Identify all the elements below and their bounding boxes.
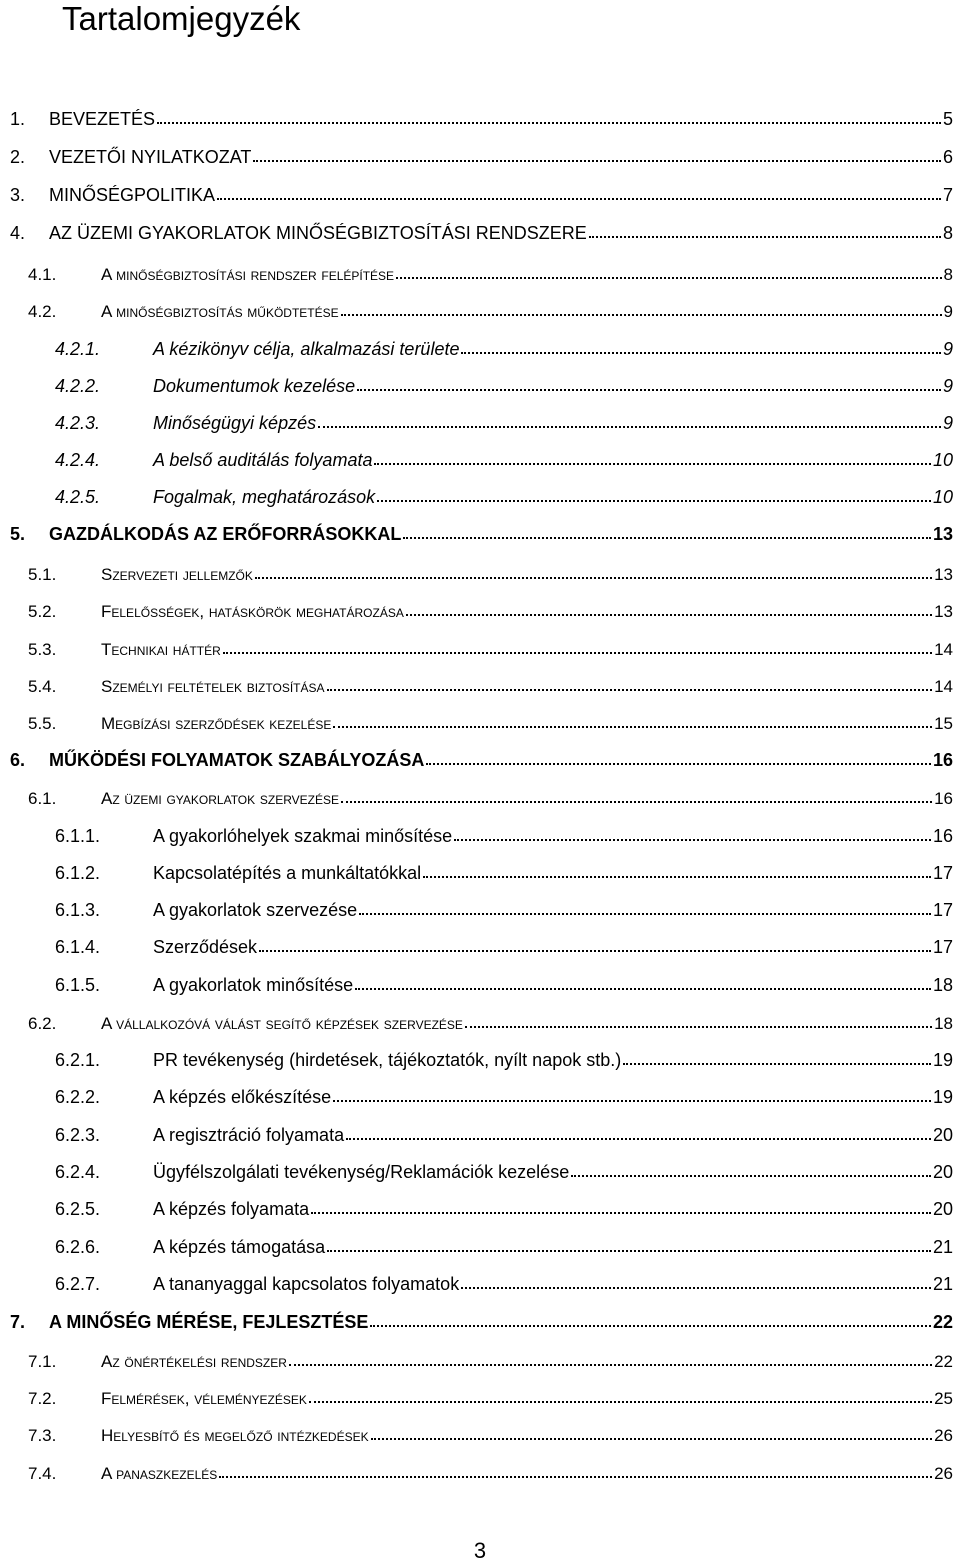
toc-entry-label: PR tevékenység (hirdetések, tájékoztatók, nyílt napok stb.) — [153, 1050, 622, 1070]
toc-entry-number: 7.4. — [28, 1464, 57, 1483]
toc-entry-page: 9 — [942, 413, 953, 433]
toc-entry-label: A vállalkozóvá válást segítő képzések szervezése — [101, 1014, 463, 1033]
toc-entry-page: 7 — [942, 185, 953, 205]
toc-entry-page: 19 — [932, 1050, 953, 1070]
toc-entry-label: Dokumentumok kezelése — [153, 376, 356, 396]
toc-entry-page: 13 — [934, 602, 953, 621]
toc-entry-page: 16 — [932, 826, 953, 846]
toc-entry[interactable] — [0, 741, 960, 771]
dot-leader — [223, 652, 932, 654]
toc-entry-page: 17 — [932, 937, 953, 957]
toc-entry-number: 6.1. — [28, 789, 57, 808]
toc-entry-number: 6.2.4. — [55, 1162, 101, 1182]
toc-entry-label: A minőségbiztosítás működtetése — [101, 302, 339, 321]
toc-entry-page: 26 — [934, 1426, 953, 1445]
toc-entry-page: 6 — [942, 147, 953, 167]
dot-leader — [341, 314, 942, 316]
toc-entry-number: 4.2.2. — [55, 376, 101, 396]
toc-entry-page: 21 — [932, 1274, 953, 1294]
dot-leader — [255, 577, 932, 579]
dot-leader — [623, 1063, 931, 1065]
toc-entry-number: 6.1.5. — [55, 975, 101, 995]
toc-entry-number: 3. — [10, 185, 26, 205]
dot-leader — [589, 236, 941, 238]
toc-entry-label: A képzés előkészítése — [153, 1087, 332, 1107]
toc-entry[interactable] — [0, 138, 960, 168]
toc-entry-page: 20 — [932, 1125, 953, 1145]
toc-entry[interactable] — [0, 367, 960, 397]
dot-leader — [406, 614, 932, 616]
toc-entry-number: 5.5. — [28, 714, 57, 733]
toc-entry-label: GAZDÁLKODÁS AZ ERŐFORRÁSOKKAL — [49, 524, 402, 544]
toc-entry-number: 5.1. — [28, 565, 57, 584]
toc-entry[interactable] — [0, 292, 960, 322]
toc-entry-page: 26 — [934, 1464, 953, 1483]
toc-entry-page: 17 — [932, 863, 953, 883]
toc-entry[interactable] — [0, 1303, 960, 1333]
toc-entry-page: 20 — [932, 1199, 953, 1219]
toc-entry-page: 8 — [942, 223, 953, 243]
toc-entry-number: 6.2. — [28, 1014, 57, 1033]
toc-entry[interactable] — [0, 441, 960, 471]
toc-entry-page: 18 — [932, 975, 953, 995]
toc-entry-label: MŰKÖDÉSI FOLYAMATOK SZABÁLYOZÁSA — [49, 750, 425, 770]
dot-leader — [309, 1401, 932, 1403]
toc-entry-page: 10 — [932, 450, 953, 470]
toc-entry-label: A gyakorlatok minősítése — [153, 975, 354, 995]
toc-entry-label: Felmérések, véleményezések — [101, 1389, 307, 1408]
dot-leader — [327, 1250, 931, 1252]
toc-entry-label: Az üzemi gyakorlatok szervezése — [101, 789, 339, 808]
dot-leader — [311, 1212, 931, 1214]
toc-entry-label: A tananyaggal kapcsolatos folyamatok — [153, 1274, 460, 1294]
toc-entry-label: Fogalmak, meghatározások — [153, 487, 376, 507]
toc-entry[interactable] — [0, 330, 960, 360]
toc-entry[interactable] — [0, 1153, 960, 1183]
toc-entry[interactable] — [0, 404, 960, 434]
toc-entry[interactable] — [0, 966, 960, 996]
toc-entry-number: 6.1.4. — [55, 937, 101, 957]
dot-leader — [346, 1138, 931, 1140]
toc-entry-label: A regisztráció folyamata — [153, 1125, 345, 1145]
dot-leader — [377, 500, 931, 502]
dot-leader — [461, 352, 941, 354]
dot-leader — [333, 726, 932, 728]
toc-entry[interactable] — [0, 817, 960, 847]
toc-entry-label: Szervezeti jellemzők — [101, 565, 253, 584]
toc-entry-label: Technikai háttér — [101, 640, 221, 659]
toc-entry-label: VEZETŐI NYILATKOZAT — [49, 147, 252, 167]
toc-entry-label: Helyesbítő és megelőző intézkedések — [101, 1426, 369, 1445]
page-title: Tartalomjegyzék — [62, 0, 301, 37]
toc-entry[interactable] — [0, 1004, 960, 1034]
toc-entry-page: 13 — [932, 524, 953, 544]
toc-entry-number: 4.1. — [28, 265, 57, 284]
toc-entry-label: Szerződések — [153, 937, 258, 957]
toc-entry[interactable] — [0, 592, 960, 622]
toc-entry-number: 6.2.7. — [55, 1274, 101, 1294]
toc-entry-page: 9 — [943, 302, 953, 321]
toc-entry-number: 6.2.1. — [55, 1050, 101, 1070]
dot-leader — [253, 160, 941, 162]
toc-entry-label: A képzés folyamata — [153, 1199, 310, 1219]
toc-entry-label: Megbízási szerződések kezelése — [101, 714, 332, 733]
toc-entry[interactable] — [0, 704, 960, 734]
toc-entry[interactable] — [0, 176, 960, 206]
toc-entry-number: 4.2.5. — [55, 487, 101, 507]
dot-leader — [355, 988, 931, 990]
toc-entry-page: 5 — [942, 109, 953, 129]
toc-entry-page: 15 — [934, 714, 953, 733]
toc-entry[interactable] — [0, 1342, 960, 1372]
dot-leader — [465, 1026, 932, 1028]
dot-leader — [318, 426, 941, 428]
toc-entry-label: Felelősségek, hatáskörök meghatározása — [101, 602, 404, 621]
toc-entry-label: A gyakorlóhelyek szakmai minősítése — [153, 826, 453, 846]
toc-entry-page: 20 — [932, 1162, 953, 1182]
toc-entry[interactable] — [0, 555, 960, 585]
dot-leader — [259, 950, 931, 952]
toc-entry-number: 1. — [10, 109, 26, 129]
toc-entry-page: 17 — [932, 900, 953, 920]
toc-entry[interactable] — [0, 1228, 960, 1258]
toc-entry-page: 9 — [942, 339, 953, 359]
toc-entry-label: A gyakorlatok szervezése — [153, 900, 358, 920]
toc-entry-number: 4.2.4. — [55, 450, 101, 470]
toc-entry-number: 7.1. — [28, 1352, 57, 1371]
toc-entry[interactable] — [0, 1190, 960, 1220]
toc-entry[interactable] — [0, 667, 960, 697]
dot-leader — [403, 537, 931, 539]
toc-entry[interactable] — [0, 928, 960, 958]
toc-entry-label: Az önértékelési rendszer — [101, 1352, 287, 1371]
toc-entry[interactable] — [0, 1078, 960, 1108]
toc-entry-page: 25 — [934, 1389, 953, 1408]
toc-entry-number: 6.1.1. — [55, 826, 101, 846]
page-number: 3 — [473, 1538, 487, 1563]
toc-entry-number: 7.3. — [28, 1426, 57, 1445]
dot-leader — [423, 876, 931, 878]
toc-entry-page: 14 — [934, 677, 953, 696]
toc-entry[interactable] — [0, 100, 960, 130]
dot-leader — [341, 801, 932, 803]
toc-entry-page: 8 — [943, 265, 953, 284]
toc-entry[interactable] — [0, 515, 960, 545]
toc-entry-page: 16 — [932, 750, 953, 770]
toc-entry-number: 5.2. — [28, 602, 57, 621]
dot-leader — [454, 839, 931, 841]
toc-entry-number: 5.3. — [28, 640, 57, 659]
dot-leader — [217, 198, 941, 200]
toc-entry[interactable] — [0, 630, 960, 660]
toc-entry-label: A minőségbiztosítási rendszer felépítése — [101, 265, 395, 284]
toc-entry-number: 6.1.3. — [55, 900, 101, 920]
toc-entry-page: 22 — [934, 1352, 953, 1371]
toc-entry-label: A belső auditálás folyamata — [153, 450, 373, 470]
toc-entry[interactable] — [0, 478, 960, 508]
toc-entry-number: 4.2.1. — [55, 339, 101, 359]
dot-leader — [370, 1325, 931, 1327]
toc-entry[interactable] — [0, 1265, 960, 1295]
dot-leader — [359, 913, 931, 915]
toc-entry-number: 4. — [10, 223, 26, 243]
dot-leader — [374, 463, 931, 465]
toc-entry-number: 6.2.3. — [55, 1125, 101, 1145]
toc-entry-page: 14 — [934, 640, 953, 659]
toc-entry-number: 5.4. — [28, 677, 57, 696]
dot-leader — [571, 1175, 931, 1177]
toc-entry-number: 6.1.2. — [55, 863, 101, 883]
toc-entry-number: 6.2.6. — [55, 1237, 101, 1257]
toc-entry-label: Minőségügyi képzés — [153, 413, 317, 433]
toc-entry-label: A MINŐSÉG MÉRÉSE, FEJLESZTÉSE — [49, 1312, 369, 1332]
toc-entry[interactable] — [0, 1416, 960, 1446]
toc-entry[interactable] — [0, 854, 960, 884]
toc-entry-page: 21 — [932, 1237, 953, 1257]
toc-entry-page: 16 — [934, 789, 953, 808]
toc-entry-label: BEVEZETÉS — [49, 109, 156, 129]
dot-leader — [327, 689, 933, 691]
dot-leader — [426, 763, 931, 765]
dot-leader — [396, 277, 941, 279]
toc-entry-number: 4.2.3. — [55, 413, 101, 433]
toc-entry-label: MINŐSÉGPOLITIKA — [49, 185, 216, 205]
toc-entry[interactable] — [0, 1454, 960, 1484]
toc-entry[interactable] — [0, 1116, 960, 1146]
toc-entry-label: AZ ÜZEMI GYAKORLATOK MINŐSÉGBIZTOSÍTÁSI RENDSZERE — [49, 223, 587, 243]
dot-leader — [333, 1100, 931, 1102]
toc-entry-page: 19 — [932, 1087, 953, 1107]
toc-entry-label: Ügyfélszolgálati tevékenység/Reklamációk kezelése — [153, 1162, 570, 1182]
toc-entry-number: 5. — [10, 524, 26, 544]
toc-entry[interactable] — [0, 1041, 960, 1071]
dot-leader — [371, 1438, 932, 1440]
toc-entry[interactable] — [0, 1379, 960, 1409]
toc-entry-label: Személyi feltételek biztosítása — [101, 677, 325, 696]
dot-leader — [357, 389, 941, 391]
toc-entry-number: 7.2. — [28, 1389, 57, 1408]
toc-entry-number: 6. — [10, 750, 26, 770]
toc-entry-page: 13 — [934, 565, 953, 584]
toc-entry-number: 2. — [10, 147, 26, 167]
toc-entry-page: 18 — [934, 1014, 953, 1033]
toc-entry-number: 6.2.2. — [55, 1087, 101, 1107]
dot-leader — [157, 122, 941, 124]
toc-entry-number: 6.2.5. — [55, 1199, 101, 1219]
toc-entry-label: A képzés támogatása — [153, 1237, 326, 1257]
toc-entry[interactable] — [0, 255, 960, 285]
toc-entry-page: 10 — [932, 487, 953, 507]
toc-entry[interactable] — [0, 891, 960, 921]
toc-entry[interactable] — [0, 214, 960, 244]
toc-entry-label: A panaszkezelés — [101, 1464, 218, 1483]
toc-entry-label: A kézikönyv célja, alkalmazási területe — [153, 339, 460, 359]
toc-entry-number: 7. — [10, 1312, 26, 1332]
dot-leader — [219, 1476, 932, 1478]
toc-entry[interactable] — [0, 779, 960, 809]
toc-entry-page: 9 — [942, 376, 953, 396]
dot-leader — [289, 1364, 932, 1366]
dot-leader — [461, 1287, 931, 1289]
toc-entry-number: 4.2. — [28, 302, 57, 321]
toc-entry-label: Kapcsolatépítés a munkáltatókkal — [153, 863, 422, 883]
toc-entry-page: 22 — [932, 1312, 953, 1332]
